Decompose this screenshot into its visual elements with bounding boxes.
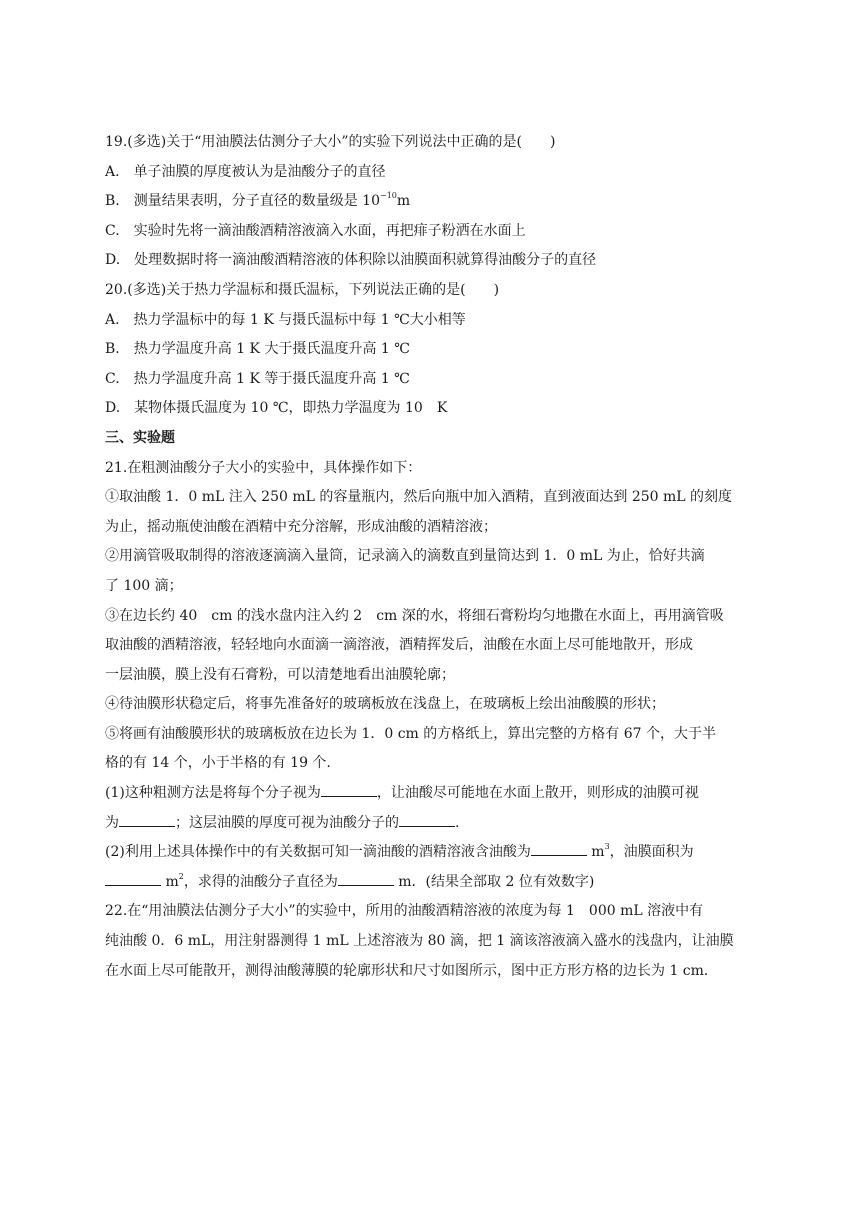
unit: m — [161, 873, 179, 890]
answer-blank[interactable] — [321, 780, 377, 797]
q21-step3-line1: ③在边长约 40 cm 的浅水盘内注入约 2 cm 深的水，将细石膏粉均匀地撒在水面上，再用滴管吸 — [105, 607, 724, 624]
q20-option-a: A. 热力学温标中的每 1 K 与摄氏温标中每 1 ℃大小相等 — [105, 311, 466, 328]
exponent: 3 — [604, 842, 610, 852]
answer-blank[interactable] — [399, 810, 455, 827]
q22-line2: 纯油酸 0．6 mL，用注射器测得 1 mL 上述溶液为 80 滴，把 1 滴该溶液滴入盛水的浅盘内，让油膜 — [105, 933, 734, 950]
exponent: −10 — [380, 191, 397, 201]
q19-option-b — [105, 187, 765, 217]
q19-option-b-text: B. 测量结果表明，分子直径的数量级是 10 — [105, 193, 381, 210]
document-page — [105, 128, 765, 986]
q21-step1-line1: ①取油酸 1．0 mL 注入 250 mL 的容量瓶内，然后向瓶中加入酒精，直到液面达到 250 mL 的刻度 — [105, 489, 733, 506]
q22-line3: 在水面上尽可能散开，测得油酸薄膜的轮廓形状和尺寸如图所示，图中正方形方格的边长为 1 cm． — [105, 962, 718, 979]
q20-option-c: C. 热力学温度升高 1 K 等于摄氏温度升高 1 ℃ — [105, 370, 410, 387]
q21-step3-line3: 一层油膜，膜上没有石膏粉，可以清楚地看出油膜轮廓； — [105, 666, 455, 683]
unit: m — [396, 193, 411, 210]
q21-part2-line2 — [105, 868, 765, 898]
q21-step2-line1: ②用滴管吸取制得的溶液逐滴滴入量筒，记录滴入的滴数直到量筒达到 1．0 mL 为止，恰好共滴 — [105, 548, 705, 565]
q21-step2-line2: 了 100 滴； — [105, 577, 183, 594]
question-text: . — [455, 814, 460, 831]
section-heading: 三、实验题 — [105, 429, 175, 446]
question-text: ，让油酸尽可能地在水面上散开，则形成的油膜可视 — [376, 785, 699, 802]
q19-stem: 19.(多选)关于“用油膜法估测分子大小”的实验下列说法中正确的是( ) — [105, 134, 556, 150]
exponent: 2 — [178, 871, 184, 881]
q21-step4: ④待油膜形状稳定后，将事先准备好的玻璃板放在浅盘上，在玻璃板上绘出油酸膜的形状； — [105, 696, 665, 713]
question-text: (1)这种粗测方法是将每个分子视为 — [105, 785, 321, 802]
q21-part1-line1 — [105, 779, 765, 809]
q22-line1: 22.在“用油膜法估测分子大小”的实验中，所用的油酸酒精溶液的浓度为每 1 000 mL 溶液中有 — [105, 903, 704, 920]
q21-step3-line2: 取油酸的酒精溶液，轻轻地向水面滴一滴溶液，酒精挥发后，油酸在水面上尽可能地散开，形成 — [105, 637, 693, 654]
question-text: ，求得的油酸分子直径为 — [183, 873, 338, 890]
question-text: m．(结果全部取 2 位有效数字) — [393, 873, 595, 890]
answer-blank[interactable] — [119, 810, 175, 827]
answer-blank[interactable] — [338, 869, 394, 886]
q19-option-d: D. 处理数据时将一滴油酸酒精溶液的体积除以油膜面积就算得油酸分子的直径 — [105, 252, 597, 269]
q19-option-c: C. 实验时先将一滴油酸酒精溶液滴入水面，再把痱子粉洒在水面上 — [105, 222, 526, 239]
question-text: 为 — [105, 814, 119, 831]
q20-option-d: D. 某物体摄氏温度为 10 ℃，即热力学温度为 10 K — [105, 400, 448, 417]
q21-step1-line2: 为止，摇动瓶使油酸在酒精中充分溶解，形成油酸的酒精溶液； — [105, 518, 497, 535]
answer-blank[interactable] — [105, 869, 161, 886]
question-text: (2)利用上述具体操作中的有关数据可知一滴油酸的酒精溶液含油酸为 — [105, 844, 531, 861]
q21-step5-line2: 格的有 14 个，小于半格的有 19 个. — [105, 755, 331, 772]
q21-stem: 21.在粗测油酸分子大小的实验中，具体操作如下： — [105, 459, 422, 476]
q20-option-b: B. 热力学温度升高 1 K 大于摄氏温度升高 1 ℃ — [105, 341, 410, 358]
q21-part1-line2 — [105, 809, 765, 839]
q21-step5-line1: ⑤将画有油酸膜形状的玻璃板放在边长为 1．0 cm 的方格纸上，算出完整的方格有 67 个，大于半 — [105, 725, 716, 742]
q21-part2-line1 — [105, 838, 765, 868]
unit: m — [586, 844, 605, 861]
q20-stem: 20.(多选)关于热力学温标和摄氏温标，下列说法正确的是( ) — [105, 281, 500, 298]
q19-option-a: A. 单子油膜的厚度被认为是油酸分子的直径 — [105, 163, 386, 180]
question-text: ，油膜面积为 — [609, 844, 694, 861]
question-text: ；这层油膜的厚度可视为油酸分子的 — [175, 814, 399, 831]
answer-blank[interactable] — [531, 839, 587, 856]
